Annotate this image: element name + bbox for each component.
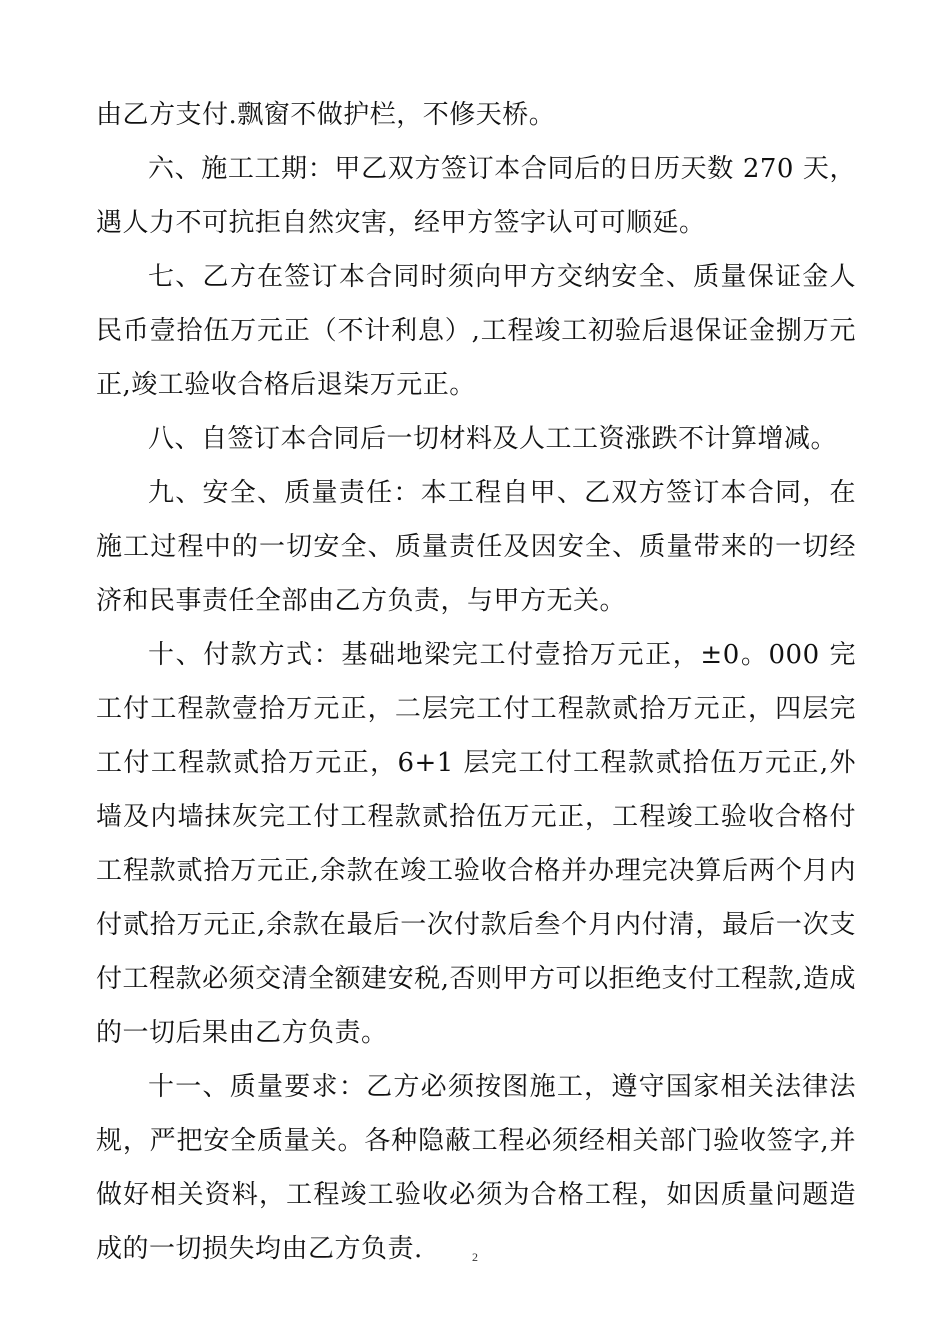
paragraph-clause-8-price-changes: 八、自签订本合同后一切材料及人工工资涨跌不计算增减。 (148, 424, 838, 454)
paragraph-clause-7-deposit: 七、乙方在签订本合同时须向甲方交纳安全、质量保证金人民币壹拾伍万元正（不计利息）,工程竣工初验后退保证金捌万元正,竣工验收合格后退柒万元正。 (96, 262, 856, 400)
document-body (96, 88, 856, 1276)
page-number: 2 (472, 1250, 478, 1264)
paragraph-clause-6-construction-period: 六、施工工期：甲乙双方签订本合同后的日历天数 270 天，遇人力不可抗拒自然灾害，经甲方签字认可可顺延。 (96, 154, 856, 238)
paragraph-continuation: 由乙方支付.飘窗不做护栏，不修天桥。 (96, 100, 556, 130)
paragraph-clause-10-payment: 十、付款方式：基础地梁完工付壹拾万元正，±0。000 完工付工程款壹拾万元正，二层完工付工程款贰拾万元正，四层完工付工程款贰拾万元正，6+1 层完工付工程款贰拾伍万元正,外墙及内墙抹灰完工付工程款贰拾伍万元正，工程竣工验收合格付工程款贰拾万元正,余款在竣工验收合格并办理完决算后两个月内付贰拾万元正,余款在最后一次付款后叁个月内付清，最后一次支付工程款必须交清全额建安税,否则甲方可以拒绝支付工程款,造成的一切后果由乙方负责。 (96, 640, 856, 1048)
paragraph-clause-11-quality-requirements: 十一、质量要求：乙方必须按图施工，遵守国家相关法律法规，严把安全质量关。各种隐蔽工程必须经相关部门验收签字,并做好相关资料，工程竣工验收必须为合格工程，如因质量问题造成的一切损失均由乙方负责. (96, 1072, 856, 1264)
paragraph-clause-9-safety-quality: 九、安全、质量责任：本工程自甲、乙双方签订本合同，在施工过程中的一切安全、质量责任及因安全、质量带来的一切经济和民事责任全部由乙方负责，与甲方无关。 (96, 478, 856, 616)
